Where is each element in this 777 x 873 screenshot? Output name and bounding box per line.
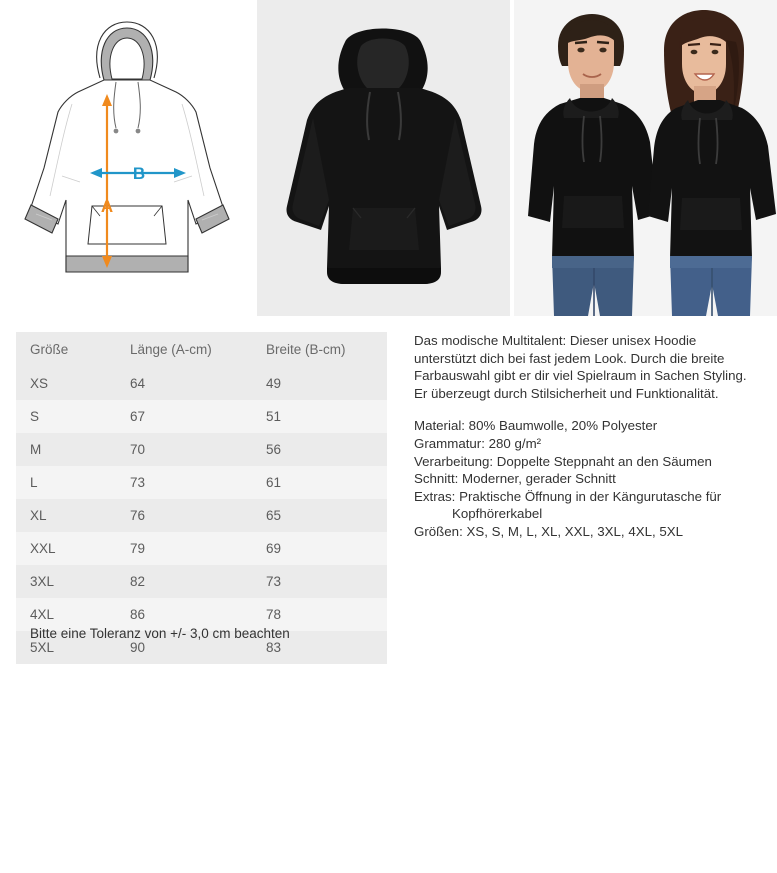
details-section [0, 332, 777, 664]
cell-width: 78 [266, 607, 282, 622]
cell-size: XXL [30, 541, 56, 556]
size-table [16, 332, 387, 664]
table-row [16, 499, 387, 532]
cell-width: 49 [266, 376, 282, 391]
cell-width: 73 [266, 574, 282, 589]
description-groessen: Größen: XS, S, M, L, XL, XXL, 3XL, 4XL, 5XL [414, 523, 684, 539]
cell-length: 76 [130, 508, 146, 523]
table-header-row [16, 332, 387, 367]
cell-size: S [30, 409, 40, 424]
measurement-label-b: B [132, 164, 146, 183]
header-width: Breite (B-cm) [252, 332, 387, 367]
product-photo-cell [257, 0, 510, 316]
technical-drawing-cell [0, 0, 253, 316]
cell-size: XL [30, 508, 47, 523]
measurement-label-a: A [100, 197, 114, 216]
table-row [16, 400, 387, 433]
cell-length: 82 [130, 574, 146, 589]
table-row [16, 565, 387, 598]
cell-width: 61 [266, 475, 282, 490]
cell-length: 86 [130, 607, 146, 622]
cell-length: 70 [130, 442, 146, 457]
cell-length: 79 [130, 541, 146, 556]
table-row [16, 433, 387, 466]
description-extras-continued: Kopfhörerkabel [452, 506, 543, 522]
cell-length: 67 [130, 409, 146, 424]
description-verarbeitung: Verarbeitung: Doppelte Steppnaht an den Säumen [414, 453, 712, 469]
cell-width: 69 [266, 541, 282, 556]
cell-size: XS [30, 376, 49, 391]
description-material: Material: 80% Baumwolle, 20% Polyester [414, 418, 658, 434]
table-row [16, 466, 387, 499]
product-image-row [0, 0, 777, 316]
cell-size: M [30, 442, 42, 457]
cell-width: 65 [266, 508, 282, 523]
cell-size: 3XL [30, 574, 55, 589]
black-hoodie-photo [257, 0, 510, 316]
cell-length: 64 [130, 376, 146, 391]
cell-size: 4XL [30, 607, 55, 622]
description-intro: Das modische Multitalent: Dieser unisex Hoodie unterstützt dich bei fast jedem Look. Durch die breite Farbauswahl gibt er dir viel Spielraum in Sachen Styling. Er überzeugt durch Stilsicherheit und Funktionalität. [414, 333, 747, 401]
cell-size: L [30, 475, 38, 490]
cell-width: 56 [266, 442, 282, 457]
hoodie-technical-drawing [0, 0, 253, 316]
cell-width: 51 [266, 409, 282, 424]
description-extras: Extras: Praktische Öffnung in der Kängurutasche für [414, 488, 722, 504]
table-row [16, 532, 387, 565]
tolerance-note: Bitte eine Toleranz von +/- 3,0 cm beachten [30, 626, 290, 641]
product-description [387, 332, 761, 664]
header-size: Größe [16, 332, 116, 367]
description-grammatur: Grammatur: 280 g/m² [414, 435, 542, 451]
model-photo-cell [514, 0, 777, 316]
cell-length: 73 [130, 475, 146, 490]
description-schnitt: Schnitt: Moderner, gerader Schnitt [414, 471, 616, 487]
cell-length: 90 [130, 640, 146, 655]
table-row [16, 367, 387, 400]
header-length: Länge (A-cm) [116, 332, 252, 367]
cell-width: 83 [266, 640, 282, 655]
models-wearing-hoodies-photo [514, 0, 777, 316]
cell-size: 5XL [30, 640, 55, 655]
